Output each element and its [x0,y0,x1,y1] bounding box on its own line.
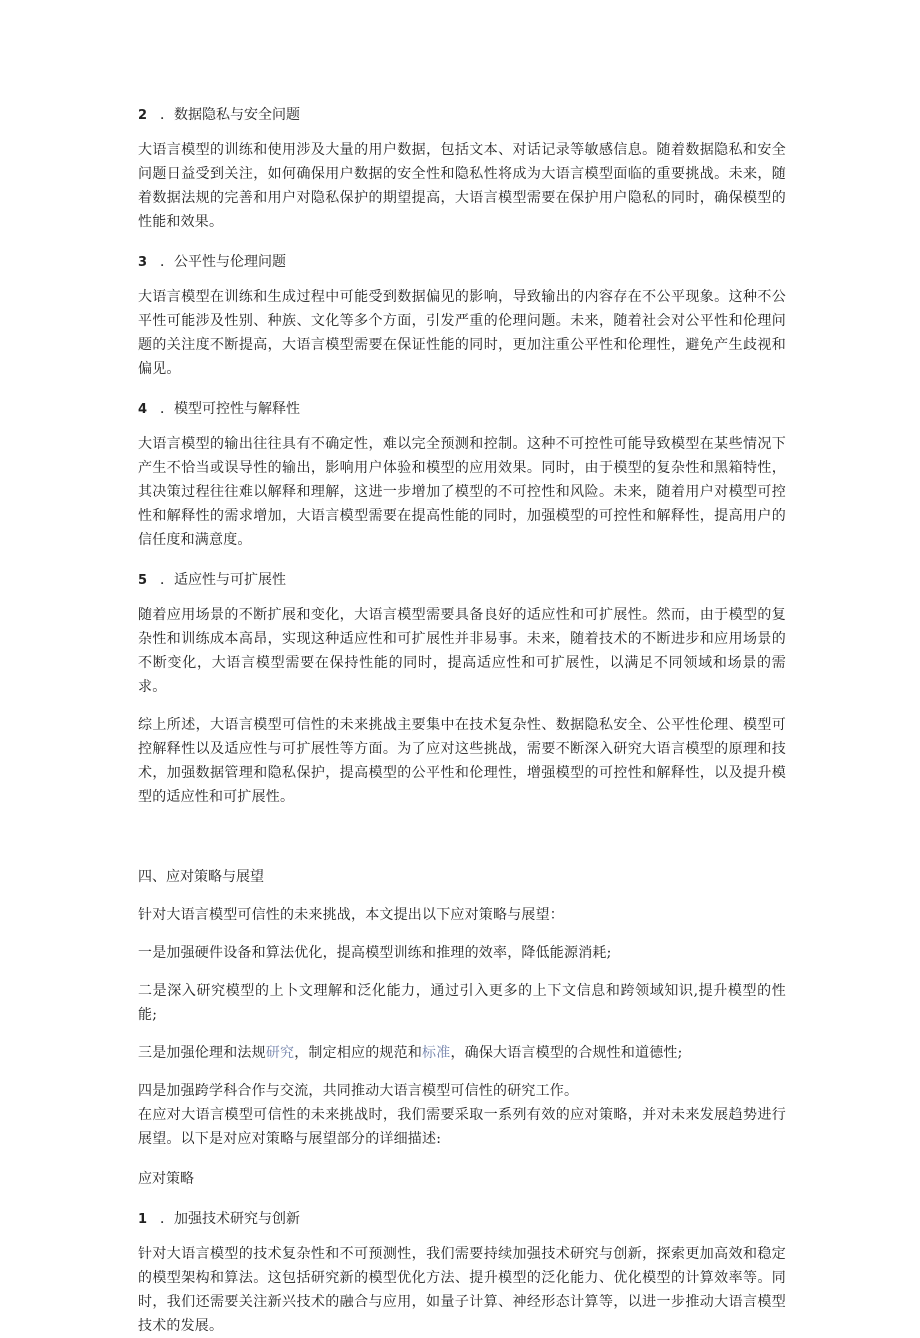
strategy-body-1: 针对大语言模型的技术复杂性和不可预测性，我们需要持续加强技术研究与创新，探索更加高效和稳定的模型架构和算法。这包括研究新的模型优化方法、提升模型的泛化能力、优化模型的计算效率等。同时，我们还需要关注新兴技术的融合与应用，如量子计算、神经形态计算等，以进一步推动大语言模型技术的发展。 [138,1246,786,1334]
section-heading-adaptability [138,568,786,593]
strategy-item-2: 二是深入研究模型的上卜文理解和泛化能力，通过引入更多的上下文信息和跨领域知识,提升模型的性能; [138,983,786,1023]
paragraph-fairness: 大语言模型在训练和生成过程中可能受到数据偏见的影响，导致输出的内容存在不公平现象。这种不公平性可能涉及性别、种族、文化等多个方面，引发严重的伦理问题。未来，随着社会对公平性和伦理问题的关注度不断提高，大语言模型需要在保证性能的同时，更加注重公平性和伦理性，避免产生歧视和偏见。 [138,289,786,377]
item3-text-e: ，确保大语言模型的合规性和道德性; [450,1045,683,1061]
section-number: 4 [138,402,148,417]
section-number: 2 [138,108,148,123]
item3-highlight-research: 研究 [265,1045,295,1061]
section-title: ．数据隐私与安全问题 [160,107,300,123]
section-title: ．适应性与可扩展性 [160,572,286,588]
paragraph-privacy: 大语言模型的训练和使用涉及大量的用户数据，包括文本、对话记录等敏感信息。随着数据隐私和安全问题日益受到关注，如何确保用户数据的安全性和隐私性将成为大语言模型面临的重要挑战。未来，随着数据法规的完善和用户对隐私保护的期望提高，大语言模型需要在保护用户隐私的同时，确保模型的性能和效果。 [138,142,786,230]
item3-highlight-standard: 标准 [422,1045,451,1061]
strategy-item-1: 一是加强硬件设备和算法优化，提高模型训练和推理的效率，降低能源消耗; [138,945,612,961]
strategy-heading-1 [138,1207,786,1232]
strategy-number: 1 [138,1212,148,1227]
section-heading-control [138,397,786,422]
strategies-title: 应对策略 [138,1171,194,1187]
section-heading-fairness [138,250,786,275]
strategy-title: ．加强技术研究与创新 [160,1211,300,1227]
item3-text-a: 三是加强伦理和法规 [138,1045,266,1061]
section-heading-privacy [138,103,786,128]
item3-text-c: ，制定相应的规范和 [294,1045,423,1061]
document-body [138,103,786,1338]
chapter-intro: 针对大语言模型可信性的未来挑战，本文提出以下应对策略与展望： [138,907,564,923]
bridge-paragraph: 在应对大语言模型可信性的未来挑战时，我们需要采取一系列有效的应对策略，并对未来发展趋势进行展望。以下是对应对策略与展望部分的详细描述: [138,1107,786,1147]
section-title: ．模型可控性与解释性 [160,401,300,417]
paragraph-summary: 综上所述，大语言模型可信性的未来挑战主要集中在技术复杂性、数据隐私安全、公平性伦理、模型可控解释性以及适应性与可扩展性等方面。为了应对这些挑战，需要不断深入研究大语言模型的原理和技术，加强数据管理和隐私保护，提高模型的公平性和伦理性，增强模型的可控性和解释性，以及提升模型的适应性和可扩展性。 [138,717,786,805]
paragraph-adaptability: 随着应用场景的不断扩展和变化，大语言模型需要具备良好的适应性和可扩展性。然而，由于模型的复杂性和训练成本高昂，实现这种适应性和可扩展性并非易事。未来，随着技术的不断进步和应用场景的不断变化，大语言模型需要在保持性能的同时，提高适应性和可扩展性，以满足不同领域和场景的需求。 [138,607,786,695]
section-number: 5 [138,573,148,588]
section-number: 3 [138,255,148,270]
paragraph-control: 大语言模型的输出往往具有不确定性，难以完全预测和控制。这种不可控性可能导致模型在某些情况下产生不恰当或误导性的输出，影响用户体验和模型的应用效果。同时，由于模型的复杂性和黑箱特性，其决策过程往往难以解释和理解，这进一步增加了模型的不可控性和风险。未来，随着用户对模型可控性和解释性的需求增加，大语言模型需要在提高性能的同时，加强模型的可控性和解释性，提高用户的信任度和满意度。 [138,436,786,548]
chapter-title: 四、应对策略与展望 [138,869,264,885]
strategy-item-3 [138,1041,786,1065]
strategy-item-4: 四是加强跨学科合作与交流，共同推动大语言模型可信性的研究工作。 [138,1083,579,1099]
section-title: ．公平性与伦理问题 [160,254,286,270]
